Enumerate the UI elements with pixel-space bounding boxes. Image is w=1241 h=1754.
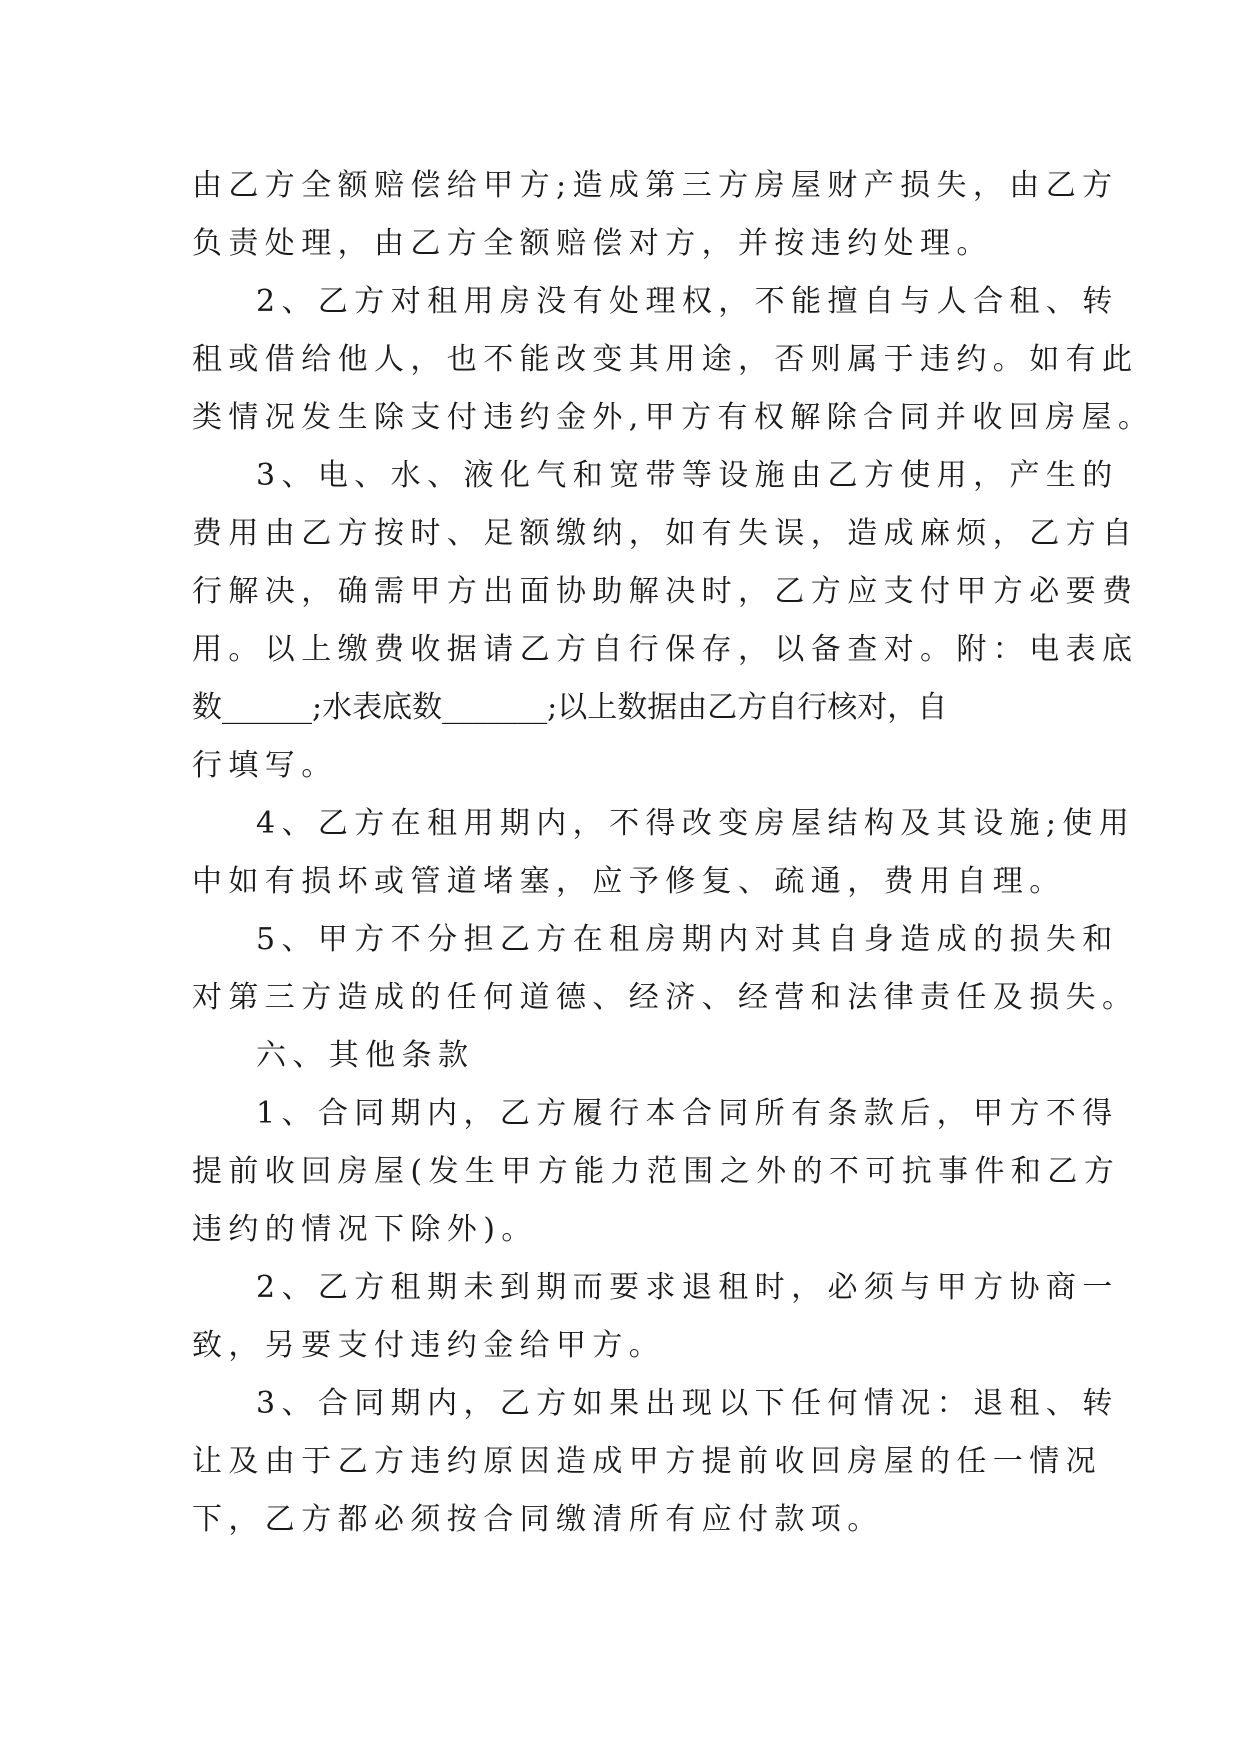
- text-line: 用。以上缴费收据请乙方自行保存，以备查对。附：电表底: [192, 632, 1139, 667]
- text-line: 提前收回房屋(发生甲方能力范围之外的不可抗事件和乙方: [192, 1154, 1121, 1189]
- text-line: 类情况发生除支付违约金外,甲方有权解除合同并收回房屋。: [192, 400, 1155, 435]
- text-line: 1、合同期内，乙方履行本合同所有条款后，甲方不得: [256, 1096, 1119, 1131]
- text-line: 3、电、水、液化气和宽带等设施由乙方使用，产生的: [256, 458, 1119, 493]
- text-line: 行解决，确需甲方出面协助解决时，乙方应支付甲方必要费: [192, 574, 1139, 609]
- text-line: 2、乙方对租用房没有处理权，不能擅自与人合租、转: [256, 284, 1119, 319]
- text-line: 让及由于乙方违约原因造成甲方提前收回房屋的任一情况: [192, 1444, 1102, 1479]
- text-line: 对第三方造成的任何道德、经济、经营和法律责任及损失。: [192, 980, 1139, 1015]
- text-line: 下，乙方都必须按合同缴清所有应付款项。: [192, 1502, 884, 1537]
- text-line: 费用由乙方按时、足额缴纳，如有失误，造成麻烦，乙方自: [192, 516, 1139, 551]
- text-line: 5、甲方不分担乙方在租房期内对其自身造成的损失和: [256, 922, 1119, 957]
- text-line: 负责处理，由乙方全额赔偿对方，并按违约处理。: [192, 226, 993, 261]
- text-line: 2、乙方租期未到期而要求退租时，必须与甲方协商一: [256, 1270, 1119, 1305]
- text-line: 数______;水表底数_______;以上数据由乙方自行核对，自: [192, 690, 948, 725]
- text-line: 中如有损坏或管道堵塞，应予修复、疏通，费用自理。: [192, 864, 1066, 899]
- text-line: 4、乙方在租用期内，不得改变房屋结构及其设施;使用: [256, 806, 1136, 841]
- text-line: 3、合同期内，乙方如果出现以下任何情况：退租、转: [256, 1386, 1119, 1421]
- text-line: 租或借给他人，也不能改变其用途，否则属于违约。如有此: [192, 342, 1139, 377]
- section-heading: 六、其他条款: [256, 1038, 475, 1073]
- text-line: 致，另要支付违约金给甲方。: [192, 1328, 666, 1363]
- text-line: 由乙方全额赔偿给甲方;造成第三方房屋财产损失，由乙方: [192, 168, 1119, 203]
- text-line: 行填写。: [192, 748, 338, 783]
- text-line: 违约的情况下除外)。: [192, 1212, 538, 1247]
